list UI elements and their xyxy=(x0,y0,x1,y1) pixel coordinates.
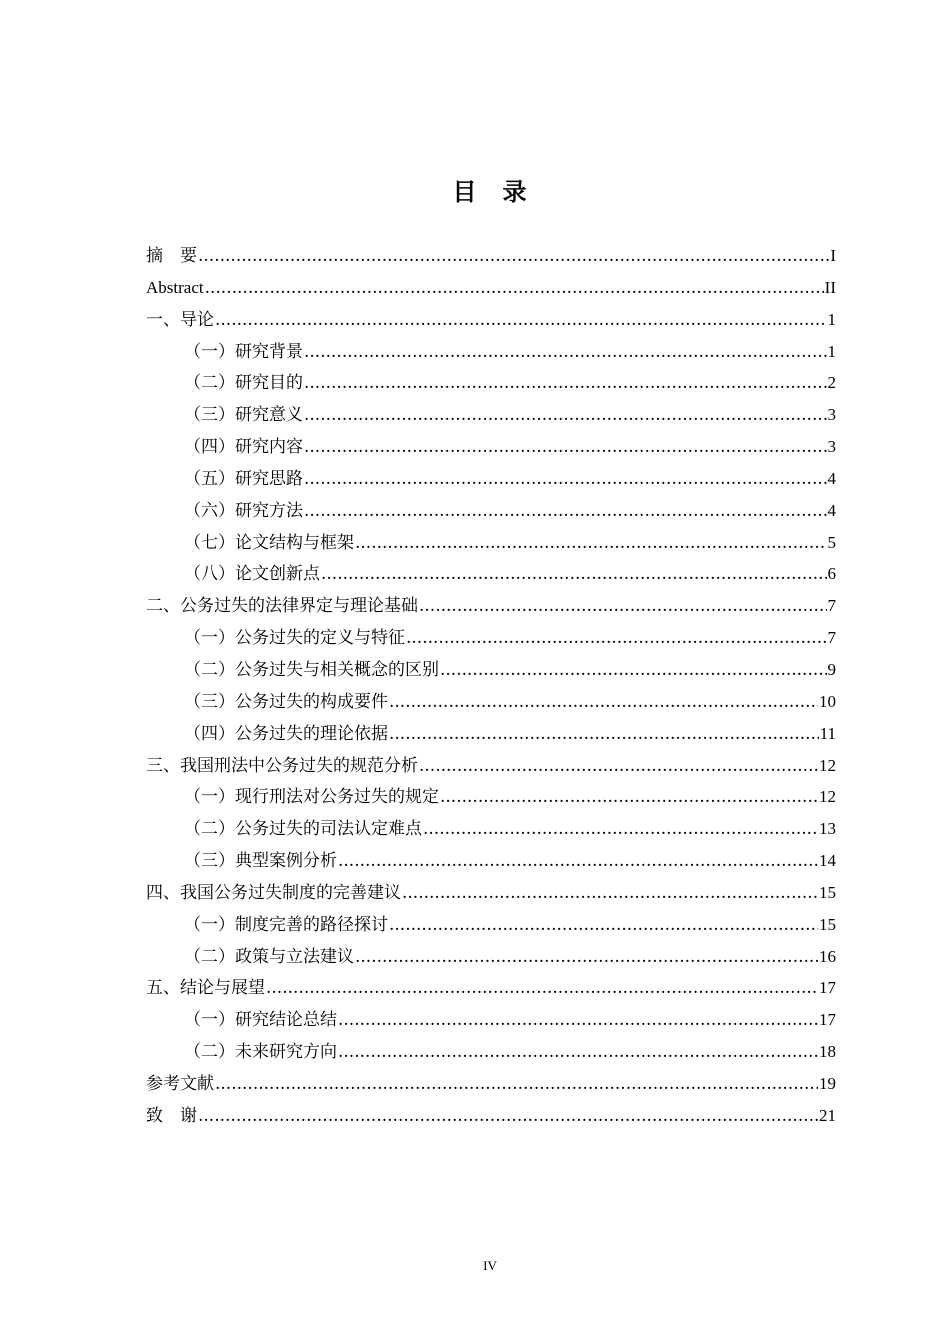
toc-entry-page: 1 xyxy=(827,341,836,361)
dot-leader xyxy=(423,814,818,846)
toc-entry[interactable] xyxy=(146,367,836,399)
toc-entry-label: （二）研究目的 xyxy=(184,373,303,394)
toc-entry[interactable] xyxy=(146,431,836,463)
toc-entry[interactable] xyxy=(146,1068,836,1100)
toc-entry[interactable] xyxy=(146,336,836,368)
toc-entry-page: 1 xyxy=(827,309,836,329)
dot-leader xyxy=(389,687,818,719)
toc-entry-label: （三）研究意义 xyxy=(184,405,303,426)
page-title: 目 录 xyxy=(452,178,528,206)
toc-entry[interactable] xyxy=(146,686,836,718)
toc-entry-page: 12 xyxy=(819,787,836,807)
dot-leader xyxy=(205,273,824,305)
toc-entry[interactable] xyxy=(146,1036,836,1068)
toc-entry-label: （八）论文创新点 xyxy=(184,564,320,585)
toc-entry-label: （二）未来研究方向 xyxy=(184,1042,337,1063)
toc-entry-label: （七）论文结构与框架 xyxy=(184,532,354,553)
dot-leader xyxy=(198,1101,818,1133)
toc-entry-page: 11 xyxy=(819,723,836,743)
dot-leader xyxy=(389,719,819,751)
toc-entry-page: 10 xyxy=(819,691,836,711)
toc-entry-label: 二、公务过失的法律界定与理论基础 xyxy=(146,596,418,617)
dot-leader xyxy=(215,1069,818,1101)
toc-entry-page: 15 xyxy=(819,882,836,902)
toc-entry[interactable] xyxy=(146,272,836,304)
toc-entry[interactable] xyxy=(146,304,836,336)
toc-entry[interactable] xyxy=(146,1004,836,1036)
dot-leader xyxy=(266,973,818,1005)
dot-leader xyxy=(440,782,818,814)
toc-entry-label: （六）研究方法 xyxy=(184,500,303,521)
toc-entry-page: 5 xyxy=(827,532,836,552)
toc-entry-page: 13 xyxy=(819,819,836,839)
toc-entry-page: 19 xyxy=(819,1073,836,1093)
toc-entry[interactable] xyxy=(146,558,836,590)
toc-entry-label: （一）制度完善的路径探讨 xyxy=(184,914,388,935)
dot-leader xyxy=(419,591,827,623)
toc-entry-label: （五）研究思路 xyxy=(184,468,303,489)
toc-entry-page: 12 xyxy=(819,755,836,775)
toc-entry-label: （三）公务过失的构成要件 xyxy=(184,691,388,712)
toc-entry-label: （四）研究内容 xyxy=(184,437,303,458)
toc-entry-label: （一）研究背景 xyxy=(184,341,303,362)
dot-leader xyxy=(355,528,827,560)
toc-entry[interactable] xyxy=(146,463,836,495)
toc-entry-label: 一、导论 xyxy=(146,309,214,330)
toc-entry-page: 4 xyxy=(827,468,836,488)
toc-entry-label: Abstract xyxy=(146,277,204,297)
dot-leader xyxy=(440,655,827,687)
dot-leader xyxy=(355,942,818,974)
toc-entry-label: 三、我国刑法中公务过失的规范分析 xyxy=(146,755,418,776)
toc-entry-page: 17 xyxy=(819,1010,836,1030)
toc-entry-page: I xyxy=(830,246,836,265)
dot-leader xyxy=(338,846,818,878)
dot-leader xyxy=(338,1037,818,1069)
dot-leader xyxy=(198,241,829,273)
toc-entry[interactable] xyxy=(146,527,836,559)
toc-entry-page: II xyxy=(824,277,836,297)
toc-entry[interactable] xyxy=(146,972,836,1004)
dot-leader xyxy=(419,751,818,783)
toc-entry[interactable] xyxy=(146,781,836,813)
dot-leader xyxy=(304,337,827,369)
toc-entry-label: （二）公务过失与相关概念的区别 xyxy=(184,659,439,680)
toc-entry-page: 9 xyxy=(827,659,836,679)
toc-entry-page: 18 xyxy=(819,1042,836,1062)
dot-leader xyxy=(304,368,827,400)
dot-leader xyxy=(304,400,827,432)
toc-entry[interactable] xyxy=(146,941,836,973)
toc-entry-label: （一）现行刑法对公务过失的规定 xyxy=(184,787,439,808)
toc-entry[interactable] xyxy=(146,877,836,909)
toc-entry-label: （三）典型案例分析 xyxy=(184,851,337,872)
toc-entry-page: 7 xyxy=(827,628,836,648)
toc-entry[interactable] xyxy=(146,813,836,845)
toc-entry[interactable] xyxy=(146,495,836,527)
toc-entry-page: 7 xyxy=(827,596,836,616)
toc-entry[interactable] xyxy=(146,845,836,877)
toc-entry[interactable] xyxy=(146,590,836,622)
toc-entry-label: （一）公务过失的定义与特征 xyxy=(184,628,405,649)
toc-entry[interactable] xyxy=(146,1100,836,1132)
toc-entry-label: 致 谢 xyxy=(146,1105,197,1126)
dot-leader xyxy=(389,910,818,942)
toc-entry[interactable] xyxy=(146,718,836,750)
toc-entry-page: 14 xyxy=(819,851,836,871)
toc-entry-label: （二）政策与立法建议 xyxy=(184,946,354,967)
toc-entry-page: 4 xyxy=(827,500,836,520)
dot-leader xyxy=(304,464,827,496)
dot-leader xyxy=(215,305,827,337)
page-number: IV xyxy=(483,1258,497,1273)
dot-leader xyxy=(304,496,827,528)
toc-entry[interactable] xyxy=(146,909,836,941)
toc-entry-page: 15 xyxy=(819,914,836,934)
toc-entry[interactable] xyxy=(146,240,836,272)
dot-leader xyxy=(402,878,818,910)
dot-leader xyxy=(338,1005,818,1037)
dot-leader xyxy=(304,432,827,464)
toc-entry[interactable] xyxy=(146,399,836,431)
toc-entry-page: 17 xyxy=(819,978,836,998)
toc-entry[interactable] xyxy=(146,750,836,782)
toc-entry-page: 3 xyxy=(827,405,836,425)
toc-entry-label: 摘 要 xyxy=(146,246,197,266)
toc-entry-page: 16 xyxy=(819,946,836,966)
toc-entry-page: 6 xyxy=(827,564,836,584)
dot-leader xyxy=(321,559,827,591)
toc-entry-label: 五、结论与展望 xyxy=(146,978,265,999)
toc-entry-label: 参考文献 xyxy=(146,1073,214,1094)
toc-entry-page: 21 xyxy=(819,1105,836,1125)
toc-entry-label: （四）公务过失的理论依据 xyxy=(184,723,388,744)
toc-entry-label: （一）研究结论总结 xyxy=(184,1010,337,1031)
toc-entry-page: 3 xyxy=(827,437,836,457)
toc-entry[interactable] xyxy=(146,654,836,686)
toc-entry[interactable] xyxy=(146,622,836,654)
dot-leader xyxy=(406,623,827,655)
table-of-contents xyxy=(146,240,836,1132)
toc-entry-label: （二）公务过失的司法认定难点 xyxy=(184,819,422,840)
toc-entry-label: 四、我国公务过失制度的完善建议 xyxy=(146,882,401,903)
toc-entry-page: 2 xyxy=(827,373,836,393)
